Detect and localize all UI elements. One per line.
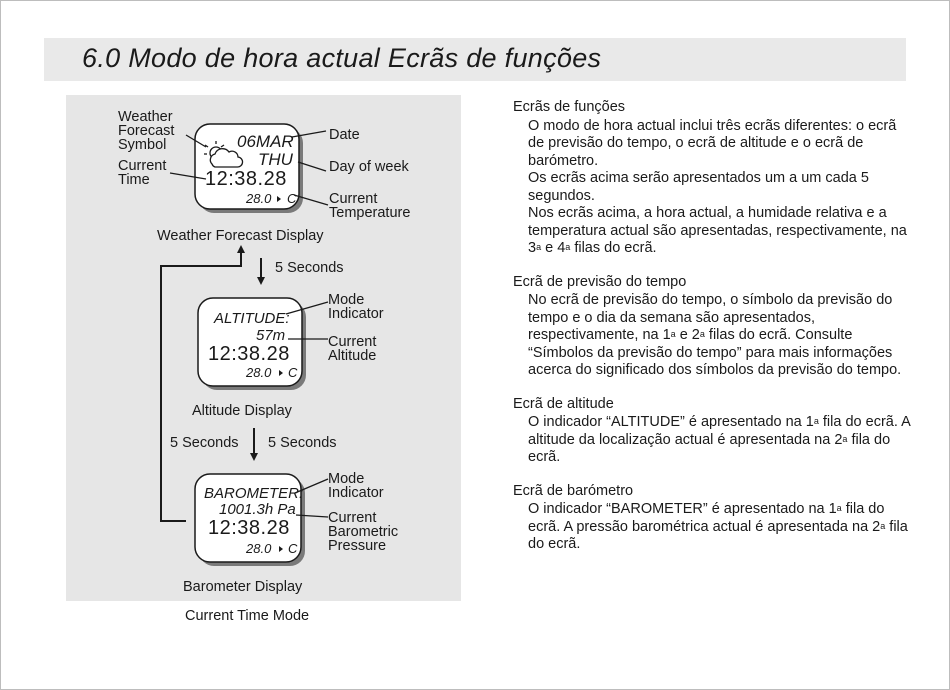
section-heading: Ecrã de altitude bbox=[513, 395, 614, 412]
text-run: O indicador “ALTITUDE” é apresentado na 1 bbox=[528, 414, 814, 430]
lcd-altitude: 57m bbox=[256, 327, 286, 344]
lcd-temperature-unit: C bbox=[287, 191, 297, 206]
lcd-temperature-unit: C bbox=[288, 541, 298, 556]
section-heading: Ecrãs de funções bbox=[513, 99, 626, 115]
text-run: e 4 bbox=[541, 240, 566, 256]
text-run: filas do ecrã. Consulte “Símbolos da previsão do tempo” para mais informações acerca do significado dos símbolos da previsão do tempo. bbox=[528, 327, 902, 378]
text-run: fila do ecrã. bbox=[528, 431, 891, 465]
paragraph bbox=[528, 118, 913, 171]
section-body bbox=[513, 414, 913, 467]
paragraph bbox=[528, 292, 913, 380]
ordinal-superscript: a bbox=[565, 242, 571, 252]
page-title: 6.0 Modo de hora actual Ecrãs de funções bbox=[82, 43, 602, 73]
transition-label: 5 Seconds bbox=[170, 435, 239, 451]
ordinal-superscript: a bbox=[813, 416, 819, 426]
lcd-temperature: 28.0 bbox=[246, 365, 272, 380]
section-heading: Ecrã de previsão do tempo bbox=[513, 273, 687, 290]
ordinal-superscript: a bbox=[842, 433, 848, 444]
weather-symbol-label: Weather Forecast Symbol bbox=[118, 109, 175, 153]
ordinal-superscript: a bbox=[836, 503, 842, 513]
altitude-display-caption: Altitude Display bbox=[192, 403, 292, 419]
text-run: No ecrã de previsão do tempo, o símbolo da previsão do tempo e o dia da semana são apresentados, respectivamente, na 1 bbox=[528, 292, 893, 343]
current-pressure-label: Current Barometric Pressure bbox=[328, 510, 399, 554]
transition-label: 5 Seconds bbox=[275, 260, 344, 276]
text-run: fila do ecrã. A altitude da localização actual é apresentada na 2 bbox=[528, 414, 910, 448]
day-of-week-label: Day of week bbox=[329, 159, 409, 175]
text-section bbox=[513, 396, 913, 467]
lcd-time: 12:38.28 bbox=[205, 168, 287, 190]
mode-diagram bbox=[66, 95, 461, 601]
ordinal-superscript: a bbox=[670, 329, 676, 339]
transition-label: 5 Seconds bbox=[268, 435, 337, 451]
paragraph bbox=[528, 205, 913, 258]
lcd-day: THU bbox=[258, 150, 293, 169]
lcd-time: 12:38.28 bbox=[208, 343, 290, 365]
lcd-temperature: 28.0 bbox=[246, 541, 272, 556]
text-run: O indicador “BAROMETER” é apresentado na 1 bbox=[528, 501, 837, 517]
text-section bbox=[513, 483, 913, 554]
current-temperature-label: Current Temperature bbox=[329, 191, 411, 221]
mode-indicator-label: Mode Indicator bbox=[328, 471, 384, 501]
ordinal-superscript: a bbox=[880, 520, 886, 531]
title-bar bbox=[44, 38, 906, 81]
lcd-temperature: 28.0 bbox=[246, 191, 272, 206]
lcd-date: 06MAR bbox=[237, 132, 294, 151]
section-body bbox=[513, 118, 913, 258]
text-run: filas do ecrã. bbox=[570, 240, 657, 256]
ordinal-superscript: a bbox=[536, 242, 542, 252]
barometer-display-caption: Barometer Display bbox=[183, 579, 303, 595]
text-section bbox=[513, 99, 913, 258]
ordinal-superscript: a bbox=[699, 329, 705, 339]
current-altitude-label: Current Altitude bbox=[328, 334, 377, 364]
current-time-mode-caption: Current Time Mode bbox=[185, 608, 310, 624]
text-run: Os ecrãs acima serão apresentados um a um cada 5 segundos. bbox=[528, 170, 869, 204]
section-heading: Ecrã de barómetro bbox=[513, 482, 634, 499]
paragraph bbox=[528, 414, 913, 467]
section-body bbox=[513, 292, 913, 380]
section-body bbox=[513, 501, 913, 554]
text-section bbox=[513, 274, 913, 380]
text-run: e 2 bbox=[675, 327, 700, 343]
lcd-temperature-unit: C bbox=[288, 365, 298, 380]
paragraph bbox=[528, 501, 913, 554]
lcd-time: 12:38.28 bbox=[208, 517, 290, 539]
lcd-pressure: 1001.3h Pa bbox=[219, 501, 296, 518]
text-run: fila do ecrã. bbox=[528, 518, 908, 552]
date-label: Date bbox=[329, 127, 360, 143]
paragraph bbox=[528, 170, 913, 205]
text-column bbox=[513, 99, 913, 570]
lcd-mode: ALTITUDE: bbox=[214, 310, 290, 327]
lcd-mode: BAROMETER: bbox=[204, 485, 304, 502]
text-run: O modo de hora actual inclui três ecrãs diferentes: o ecrã de previsão do tempo, o ecrã de altitude e o ecrã de barómetro. bbox=[528, 117, 897, 169]
mode-indicator-label: Mode Indicator bbox=[328, 292, 384, 322]
text-run: fila do ecrã. A pressão barométrica actual é apresentada na 2 bbox=[528, 501, 885, 535]
weather-display-caption: Weather Forecast Display bbox=[157, 228, 324, 244]
current-time-label: Current Time bbox=[118, 158, 167, 188]
text-run: Nos ecrãs acima, a hora actual, a humidade relativa e a temperatura actual são apresentadas, respectivamente, na 3 bbox=[528, 205, 907, 256]
